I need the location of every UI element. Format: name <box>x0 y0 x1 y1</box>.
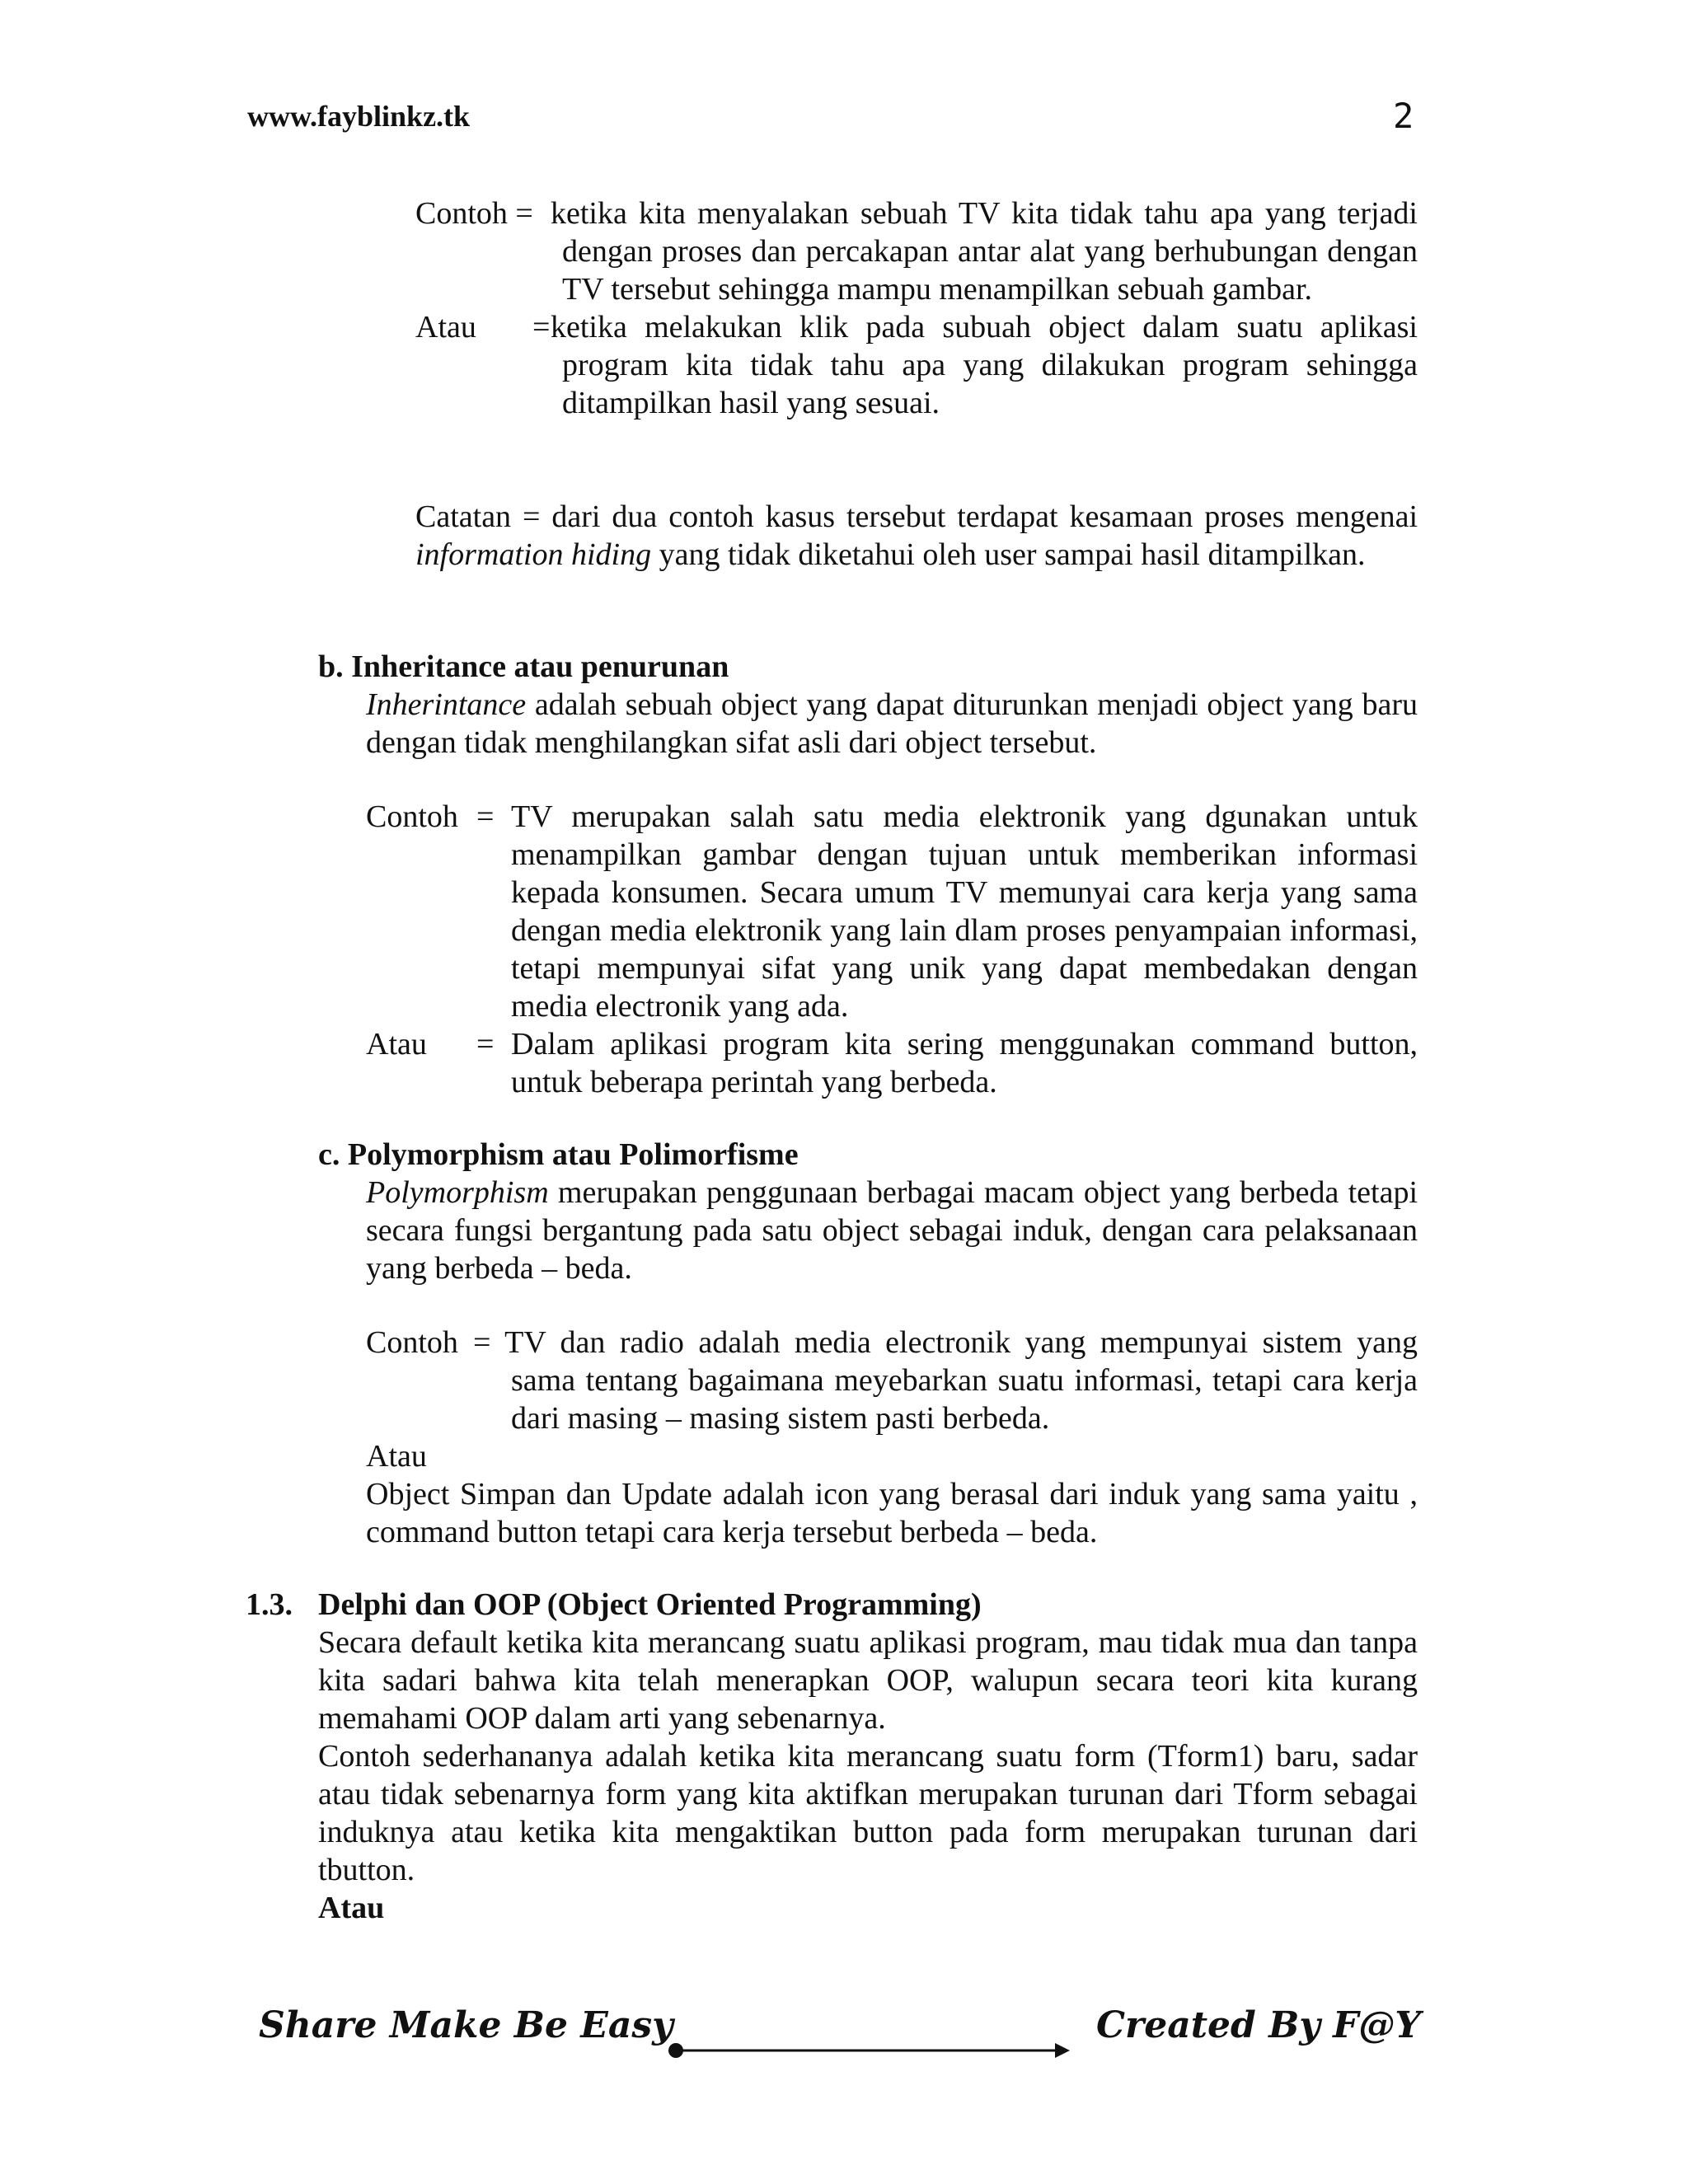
catatan-paragraph <box>415 498 1418 574</box>
inheritance-desc-text: adalah sebuah object yang dapat diturunkan menjadi object yang baru dengan tidak menghilangkan sifat asli dari object tersebut. <box>366 687 1418 760</box>
encap-example <box>415 194 1418 422</box>
contoh-label <box>415 194 562 308</box>
equals-sign: = <box>476 1027 495 1062</box>
site-url: www.fayblinkz.tk <box>247 100 471 133</box>
inheritance-heading: b. Inheritance atau penurunan <box>318 649 729 684</box>
footer-right: Created By F@Y <box>1096 2004 1421 2046</box>
polymorphism-desc-text: merupakan penggunaan berbagai macam object yang berbeda tetapi secara fungsi bergantung pada satu object sebagai induk, dengan cara pelaksanaan yang berbeda – beda. <box>366 1175 1418 1286</box>
contoh-label: Contoh <box>366 799 458 834</box>
contoh-text-body: TV dan radio adalah media electronik yang mempunyai sistem yang sama tentang bagaimana meyebarkan suatu informasi, tetapi cara kerja dari masing – masing sistem pasti berbeda. <box>504 1325 1418 1436</box>
equals-sign: = <box>515 196 533 231</box>
atau-row <box>415 308 1418 422</box>
polymorphism-desc <box>366 1174 1418 1287</box>
footer-arrow-icon <box>668 2041 1071 2060</box>
polymorphism-example <box>366 1324 1418 1551</box>
contoh-label-text: Contoh <box>415 196 508 231</box>
catatan-text-after: yang tidak diketahui oleh user sampai hasil ditampilkan. <box>659 537 1366 572</box>
contoh-text <box>473 1324 1418 1437</box>
section-para-2: Contoh sederhananya adalah ketika kita merancang suatu form (Tform1) baru, sadar atau tidak sebenarnya form yang kita aktifkan merupakan turunan dari Tform sebagai induknya atau ketika kita mengaktikan button pada form merupakan turunan dari tbutton. <box>318 1739 1418 1887</box>
contoh-text: ketika kita menyalakan sebuah TV kita tidak tahu apa yang terjadi dengan proses dan percakapan antar alat yang berhubungan dengan TV tersebut sehingga mampu menampilkan sebuah gambar. <box>551 196 1418 307</box>
polymorphism-heading: c. Polymorphism atau Polimorfisme <box>318 1137 799 1172</box>
section-number: 1.3. <box>246 1587 293 1622</box>
equals-sign: = <box>523 499 541 534</box>
section-para-1: Secara default ketika kita merancang suatu aplikasi program, mau tidak mua dan tanpa kita sadari bahwa kita telah menerapkan OOP, walupun secara teori kita kurang memahami OOP dalam arti yang sebenarnya. <box>318 1625 1418 1736</box>
atau-bold: Atau <box>318 1891 385 1925</box>
contoh-text: TV merupakan salah satu media elektronik yang dgunakan untuk menampilkan gambar dengan tujuan untuk memberikan informasi kepada konsumen. Secara umum TV memunyai cara kerja yang sama dengan media elektronik yang lain dlam proses penyampaian informasi, tetapi mempunyai sifat yang unik yang dapat membedakan dengan media electronik yang ada. <box>511 799 1418 1024</box>
contoh-row <box>415 194 1418 308</box>
catatan-label: Catatan <box>415 499 512 534</box>
catatan-italic-term: information hiding <box>415 537 652 572</box>
section-body <box>318 1624 1418 1927</box>
equals-sign: = <box>532 310 551 344</box>
inheritance-example <box>366 798 1418 1101</box>
footer-left: Share Make Be Easy <box>259 2004 673 2046</box>
inheritance-term: Inherintance <box>366 687 527 722</box>
contoh-row <box>366 1324 1418 1437</box>
atau-label: Atau <box>366 1027 427 1062</box>
atau-label: Atau <box>415 310 476 344</box>
object-text: Object Simpan dan Update adalah icon yang berasal dari induk yang sama yaitu , command button tetapi cara kerja tersebut berbeda – beda. <box>366 1477 1418 1549</box>
section-title: Delphi dan OOP (Object Oriented Programming) <box>318 1587 982 1622</box>
atau-text: ketika melakukan klik pada subuah object dalam suatu aplikasi program kita tidak tahu apa yang dilakukan program sehingga ditampilkan hasil yang sesuai. <box>551 310 1418 420</box>
contoh-row <box>366 798 1418 1025</box>
equals-sign: = <box>476 799 495 834</box>
atau-row <box>366 1025 1418 1101</box>
inheritance-desc <box>366 686 1418 762</box>
contoh-label: Contoh <box>366 1325 458 1360</box>
equals-sign: = <box>473 1325 491 1360</box>
catatan-text-before: dari dua contoh kasus tersebut terdapat kesamaan proses mengenai <box>551 499 1418 534</box>
polymorphism-term: Polymorphism <box>366 1175 549 1210</box>
atau-label: Atau <box>366 1439 427 1474</box>
atau-text: Dalam aplikasi program kita sering menggunakan command button, untuk beberapa perintah yang berbeda. <box>511 1027 1418 1099</box>
page-number: 2 <box>1393 96 1414 136</box>
